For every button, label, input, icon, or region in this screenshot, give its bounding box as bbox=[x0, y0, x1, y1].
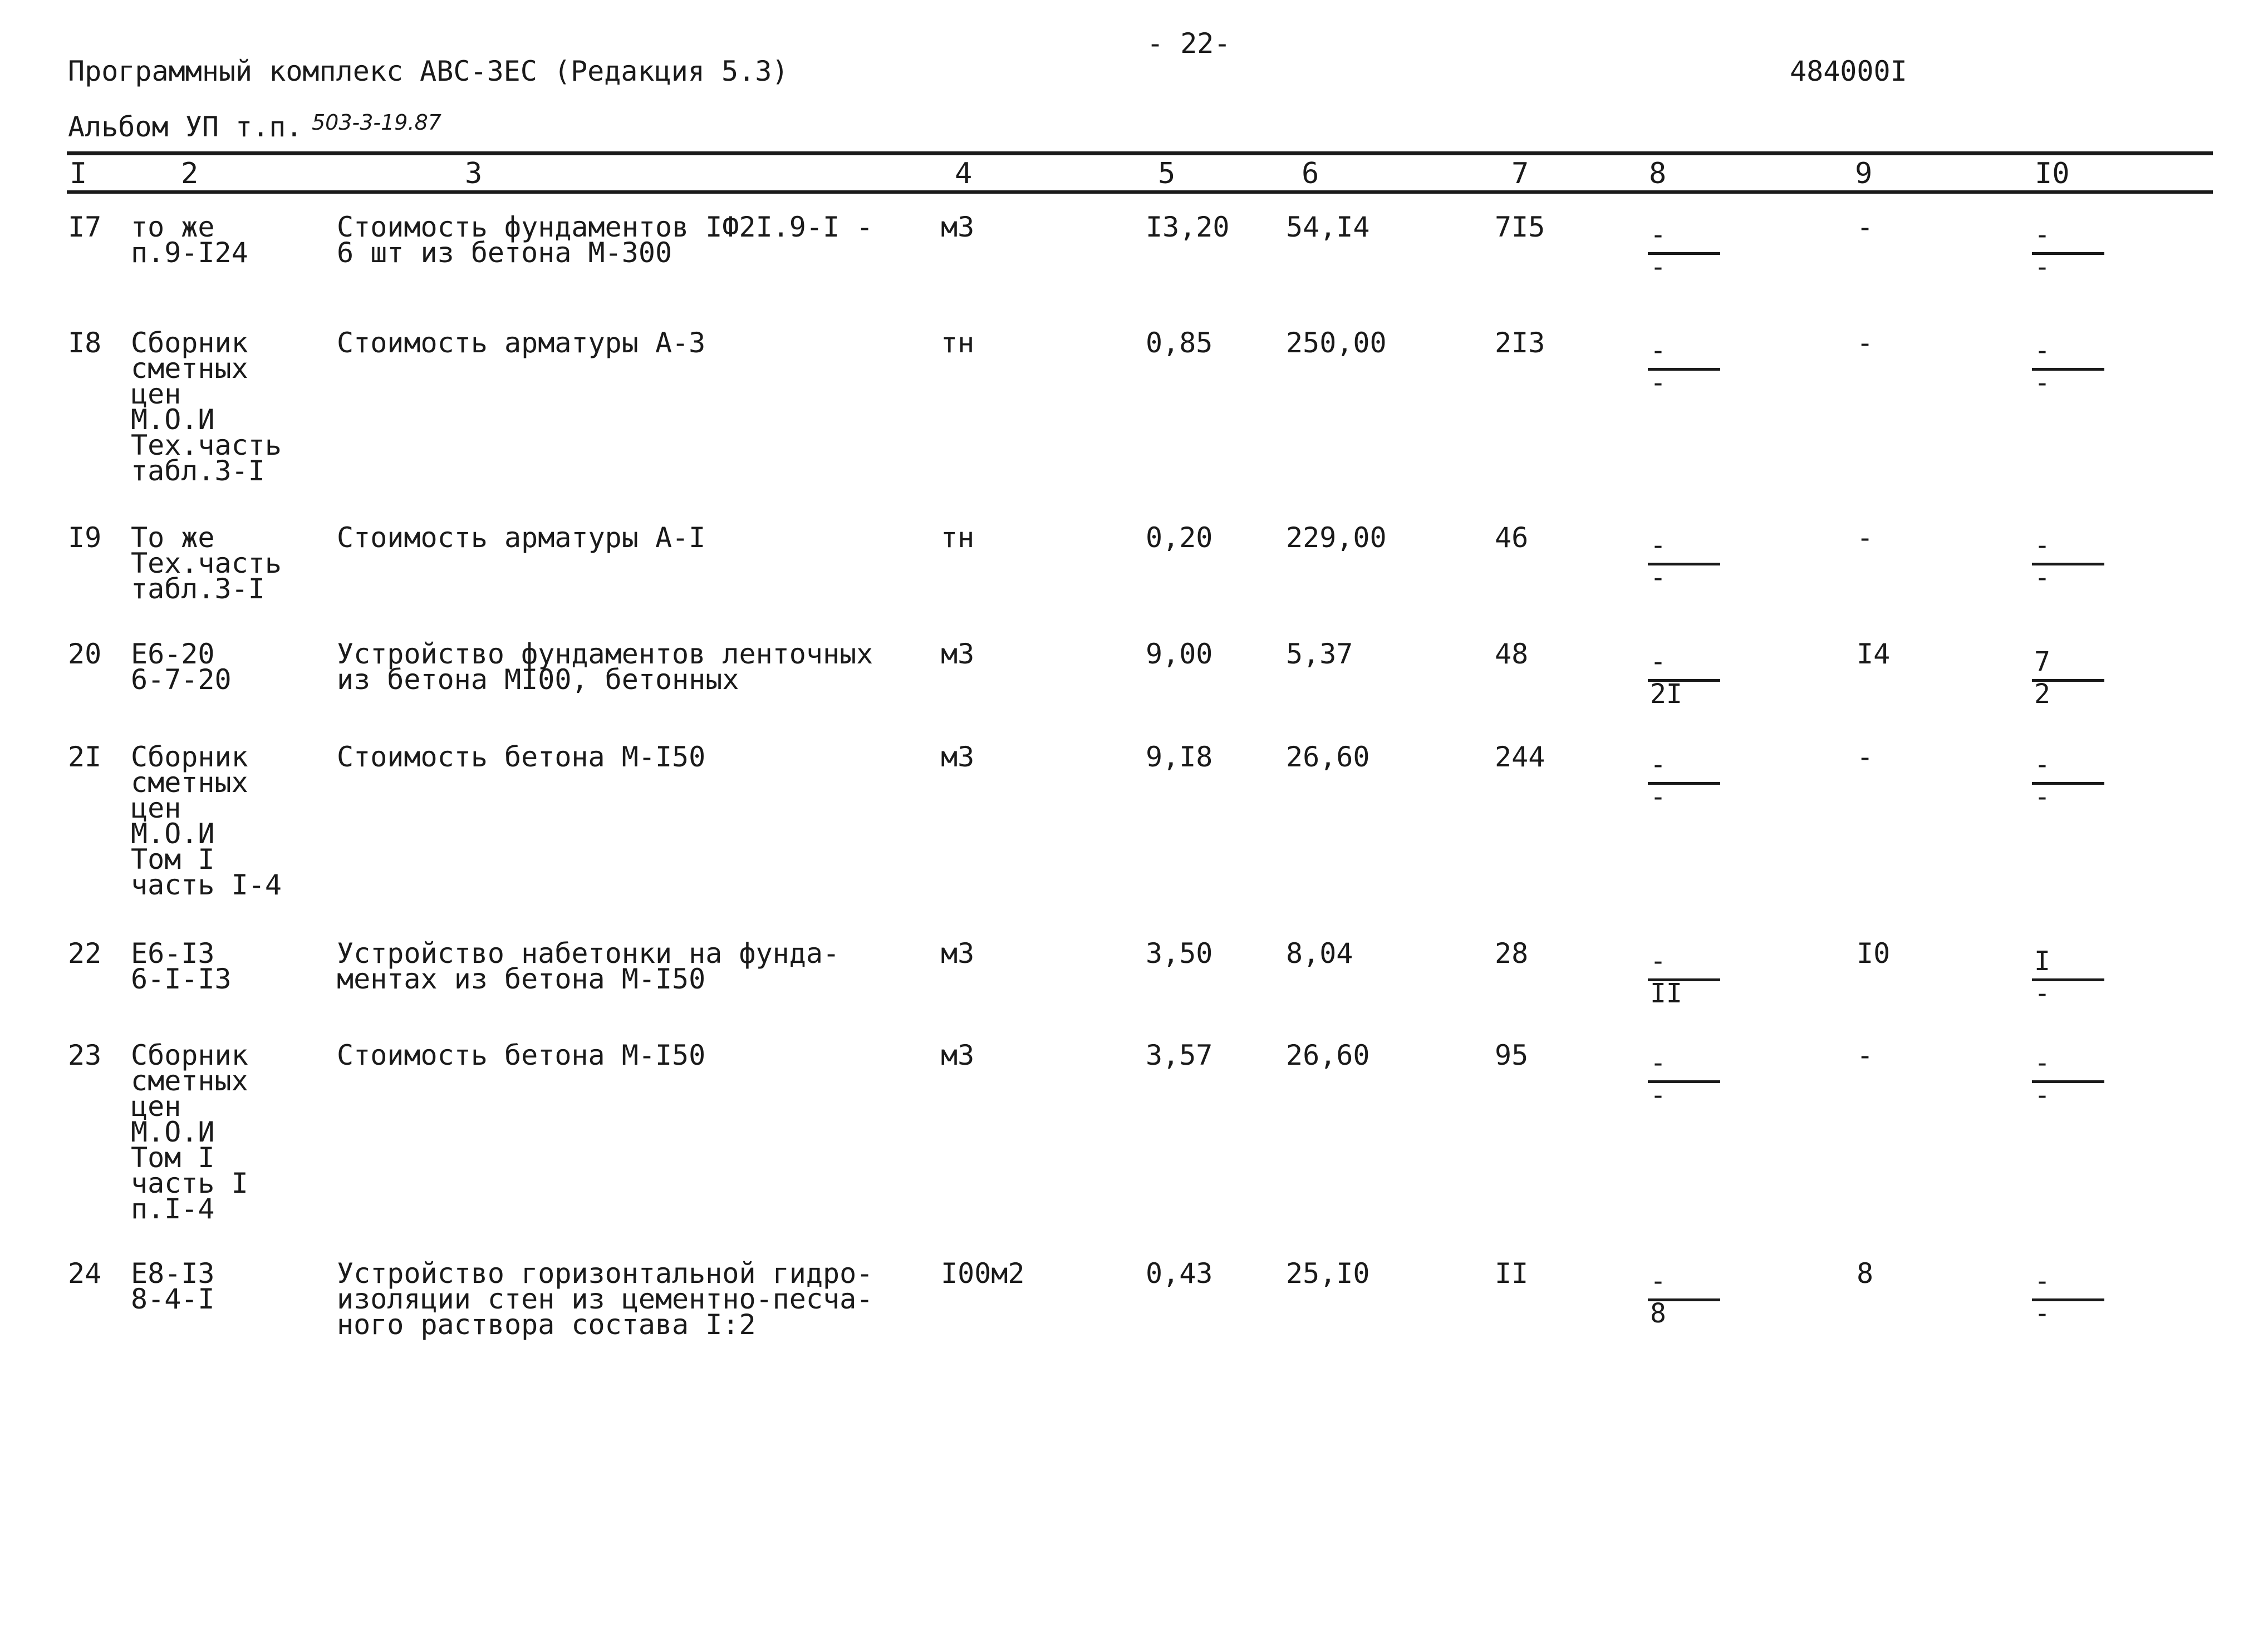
document-code: 484000I bbox=[1790, 55, 1907, 87]
fraction-denominator: 2I bbox=[1650, 678, 1682, 710]
fraction-denominator: II bbox=[1650, 978, 1682, 1009]
row-number: 20 bbox=[68, 638, 102, 670]
unit: м3 bbox=[941, 638, 975, 670]
fraction-numerator: - bbox=[1650, 946, 1666, 977]
page-number: - 22- bbox=[1147, 27, 1231, 60]
unit: м3 bbox=[941, 211, 975, 243]
unit-price: 5,37 bbox=[1286, 638, 1353, 670]
unit-price: 229,00 bbox=[1286, 522, 1387, 554]
unit-price: 54,I4 bbox=[1286, 211, 1370, 243]
fraction-numerator: - bbox=[1650, 749, 1666, 780]
source-reference: Сборник сметных цен М.О.И Том I часть I-4 bbox=[131, 741, 282, 901]
column-10-fraction bbox=[2032, 646, 2104, 714]
work-description: Стоимость бетона М-I50 bbox=[337, 1039, 706, 1071]
unit: тн bbox=[941, 522, 975, 554]
column-number: I bbox=[70, 157, 87, 190]
fraction-numerator: - bbox=[1650, 1266, 1666, 1297]
fraction-numerator: - bbox=[1650, 1047, 1666, 1079]
fraction-denominator: - bbox=[2034, 1080, 2050, 1111]
fraction-numerator: 7 bbox=[2034, 646, 2050, 677]
quantity: 9,I8 bbox=[1146, 741, 1213, 773]
column-9-value: - bbox=[1857, 327, 1874, 359]
fraction-numerator: - bbox=[1650, 530, 1666, 561]
quantity: 3,50 bbox=[1146, 937, 1213, 970]
column-8-fraction bbox=[1648, 530, 1720, 597]
quantity: I3,20 bbox=[1146, 211, 1230, 243]
fraction-denominator: 2 bbox=[2034, 678, 2050, 710]
row-number: 23 bbox=[68, 1039, 102, 1071]
quantity: 0,85 bbox=[1146, 327, 1213, 359]
source-reference: Е6-I3 6-I-I3 bbox=[131, 937, 232, 995]
row-number: I7 bbox=[68, 211, 102, 243]
fraction-numerator: - bbox=[2034, 335, 2050, 366]
fraction-numerator: - bbox=[1650, 646, 1666, 677]
column-9-value: I0 bbox=[1857, 937, 1891, 970]
fraction-denominator: - bbox=[1650, 252, 1666, 283]
unit-price: 26,60 bbox=[1286, 741, 1370, 773]
work-description: Устройство набетонки на фунда- ментах из бетона М-I50 bbox=[337, 937, 840, 995]
top-rule bbox=[67, 151, 2213, 155]
total-cost: 46 bbox=[1495, 522, 1529, 554]
fraction-numerator: - bbox=[1650, 335, 1666, 366]
column-8-fraction bbox=[1648, 946, 1720, 1013]
column-8-fraction bbox=[1648, 749, 1720, 816]
unit-price: 25,I0 bbox=[1286, 1257, 1370, 1290]
unit-price: 250,00 bbox=[1286, 327, 1387, 359]
project-code: 503-3-19.87 bbox=[312, 110, 441, 135]
source-reference: Е8-I3 8-4-I bbox=[131, 1257, 215, 1315]
quantity: 9,00 bbox=[1146, 638, 1213, 670]
fraction-denominator: - bbox=[2034, 367, 2050, 399]
quantity: 3,57 bbox=[1146, 1039, 1213, 1071]
fraction-numerator: - bbox=[2034, 1266, 2050, 1297]
work-description: Стоимость арматуры А-3 bbox=[337, 327, 706, 359]
column-8-fraction bbox=[1648, 1047, 1720, 1115]
column-8-fraction bbox=[1648, 335, 1720, 402]
column-10-fraction bbox=[2032, 1266, 2104, 1333]
fraction-numerator: I bbox=[2034, 946, 2050, 977]
column-9-value: I4 bbox=[1857, 638, 1891, 670]
unit: м3 bbox=[941, 741, 975, 773]
fraction-denominator: 8 bbox=[1650, 1298, 1666, 1329]
quantity: 0,43 bbox=[1146, 1257, 1213, 1290]
fraction-numerator: - bbox=[1650, 219, 1666, 250]
fraction-numerator: - bbox=[2034, 530, 2050, 561]
row-number: 22 bbox=[68, 937, 102, 970]
column-9-value: - bbox=[1857, 211, 1874, 243]
total-cost: 28 bbox=[1495, 937, 1529, 970]
column-number: 4 bbox=[955, 157, 973, 190]
column-number: 8 bbox=[1649, 157, 1667, 190]
fraction-denominator: - bbox=[2034, 562, 2050, 593]
column-10-fraction bbox=[2032, 335, 2104, 402]
column-number: 2 bbox=[181, 157, 199, 190]
source-reference: то же п.9-I24 bbox=[131, 211, 248, 269]
quantity: 0,20 bbox=[1146, 522, 1213, 554]
row-number: 24 bbox=[68, 1257, 102, 1290]
fraction-numerator: - bbox=[2034, 1047, 2050, 1079]
column-9-value: - bbox=[1857, 522, 1874, 554]
total-cost: 244 bbox=[1495, 741, 1545, 773]
source-reference: То же Тех.часть табл.3-I bbox=[131, 522, 282, 605]
column-number: 7 bbox=[1511, 157, 1529, 190]
unit: тн bbox=[941, 327, 975, 359]
work-description: Стоимость фундаментов IФ2I.9-I - 6 шт из бетона М-300 bbox=[337, 211, 873, 269]
fraction-denominator: - bbox=[1650, 781, 1666, 813]
work-description: Стоимость арматуры А-I bbox=[337, 522, 706, 554]
total-cost: II bbox=[1495, 1257, 1529, 1290]
column-number: I0 bbox=[2035, 157, 2070, 190]
column-10-fraction bbox=[2032, 749, 2104, 816]
fraction-denominator: - bbox=[2034, 252, 2050, 283]
unit: м3 bbox=[941, 1039, 975, 1071]
fraction-denominator: - bbox=[1650, 367, 1666, 399]
unit: м3 bbox=[941, 937, 975, 970]
fraction-denominator: - bbox=[2034, 978, 2050, 1009]
source-reference: Е6-20 6-7-20 bbox=[131, 638, 232, 696]
row-number: I9 bbox=[68, 522, 102, 554]
program-title: Программный комплекс АВС-3ЕС (Редакция 5.3) bbox=[68, 55, 789, 87]
fraction-denominator: - bbox=[2034, 1298, 2050, 1329]
header-rule bbox=[67, 190, 2213, 194]
column-number: 9 bbox=[1855, 157, 1873, 190]
source-reference: Сборник сметных цен М.О.И Тех.часть табл.3-I bbox=[131, 327, 282, 487]
total-cost: 7I5 bbox=[1495, 211, 1545, 243]
fraction-denominator: - bbox=[1650, 1080, 1666, 1111]
total-cost: 95 bbox=[1495, 1039, 1529, 1071]
column-10-fraction bbox=[2032, 1047, 2104, 1115]
column-10-fraction bbox=[2032, 946, 2104, 1013]
column-number: 6 bbox=[1302, 157, 1319, 190]
album-label: Альбом УП т.п. bbox=[68, 111, 303, 143]
fraction-numerator: - bbox=[2034, 219, 2050, 250]
column-8-fraction bbox=[1648, 646, 1720, 714]
column-10-fraction bbox=[2032, 219, 2104, 287]
work-description: Устройство горизонтальной гидро- изоляции стен из цементно-песча- ного раствора состава I:2 bbox=[337, 1257, 873, 1341]
fraction-denominator: - bbox=[2034, 781, 2050, 813]
row-number: 2I bbox=[68, 741, 102, 773]
unit-price: 8,04 bbox=[1286, 937, 1353, 970]
source-reference: Сборник сметных цен М.О.И Том I часть I п.I-4 bbox=[131, 1039, 248, 1225]
row-number: I8 bbox=[68, 327, 102, 359]
column-9-value: - bbox=[1857, 741, 1874, 773]
total-cost: 48 bbox=[1495, 638, 1529, 670]
column-8-fraction bbox=[1648, 1266, 1720, 1333]
column-9-value: - bbox=[1857, 1039, 1874, 1071]
fraction-numerator: - bbox=[2034, 749, 2050, 780]
column-8-fraction bbox=[1648, 219, 1720, 287]
column-10-fraction bbox=[2032, 530, 2104, 597]
column-9-value: 8 bbox=[1857, 1257, 1874, 1290]
column-number: 5 bbox=[1158, 157, 1176, 190]
unit: I00м2 bbox=[941, 1257, 1025, 1290]
column-number: 3 bbox=[465, 157, 483, 190]
work-description: Стоимость бетона М-I50 bbox=[337, 741, 706, 773]
work-description: Устройство фундаментов ленточных из бетона МI00, бетонных bbox=[337, 638, 873, 696]
unit-price: 26,60 bbox=[1286, 1039, 1370, 1071]
fraction-denominator: - bbox=[1650, 562, 1666, 593]
total-cost: 2I3 bbox=[1495, 327, 1545, 359]
